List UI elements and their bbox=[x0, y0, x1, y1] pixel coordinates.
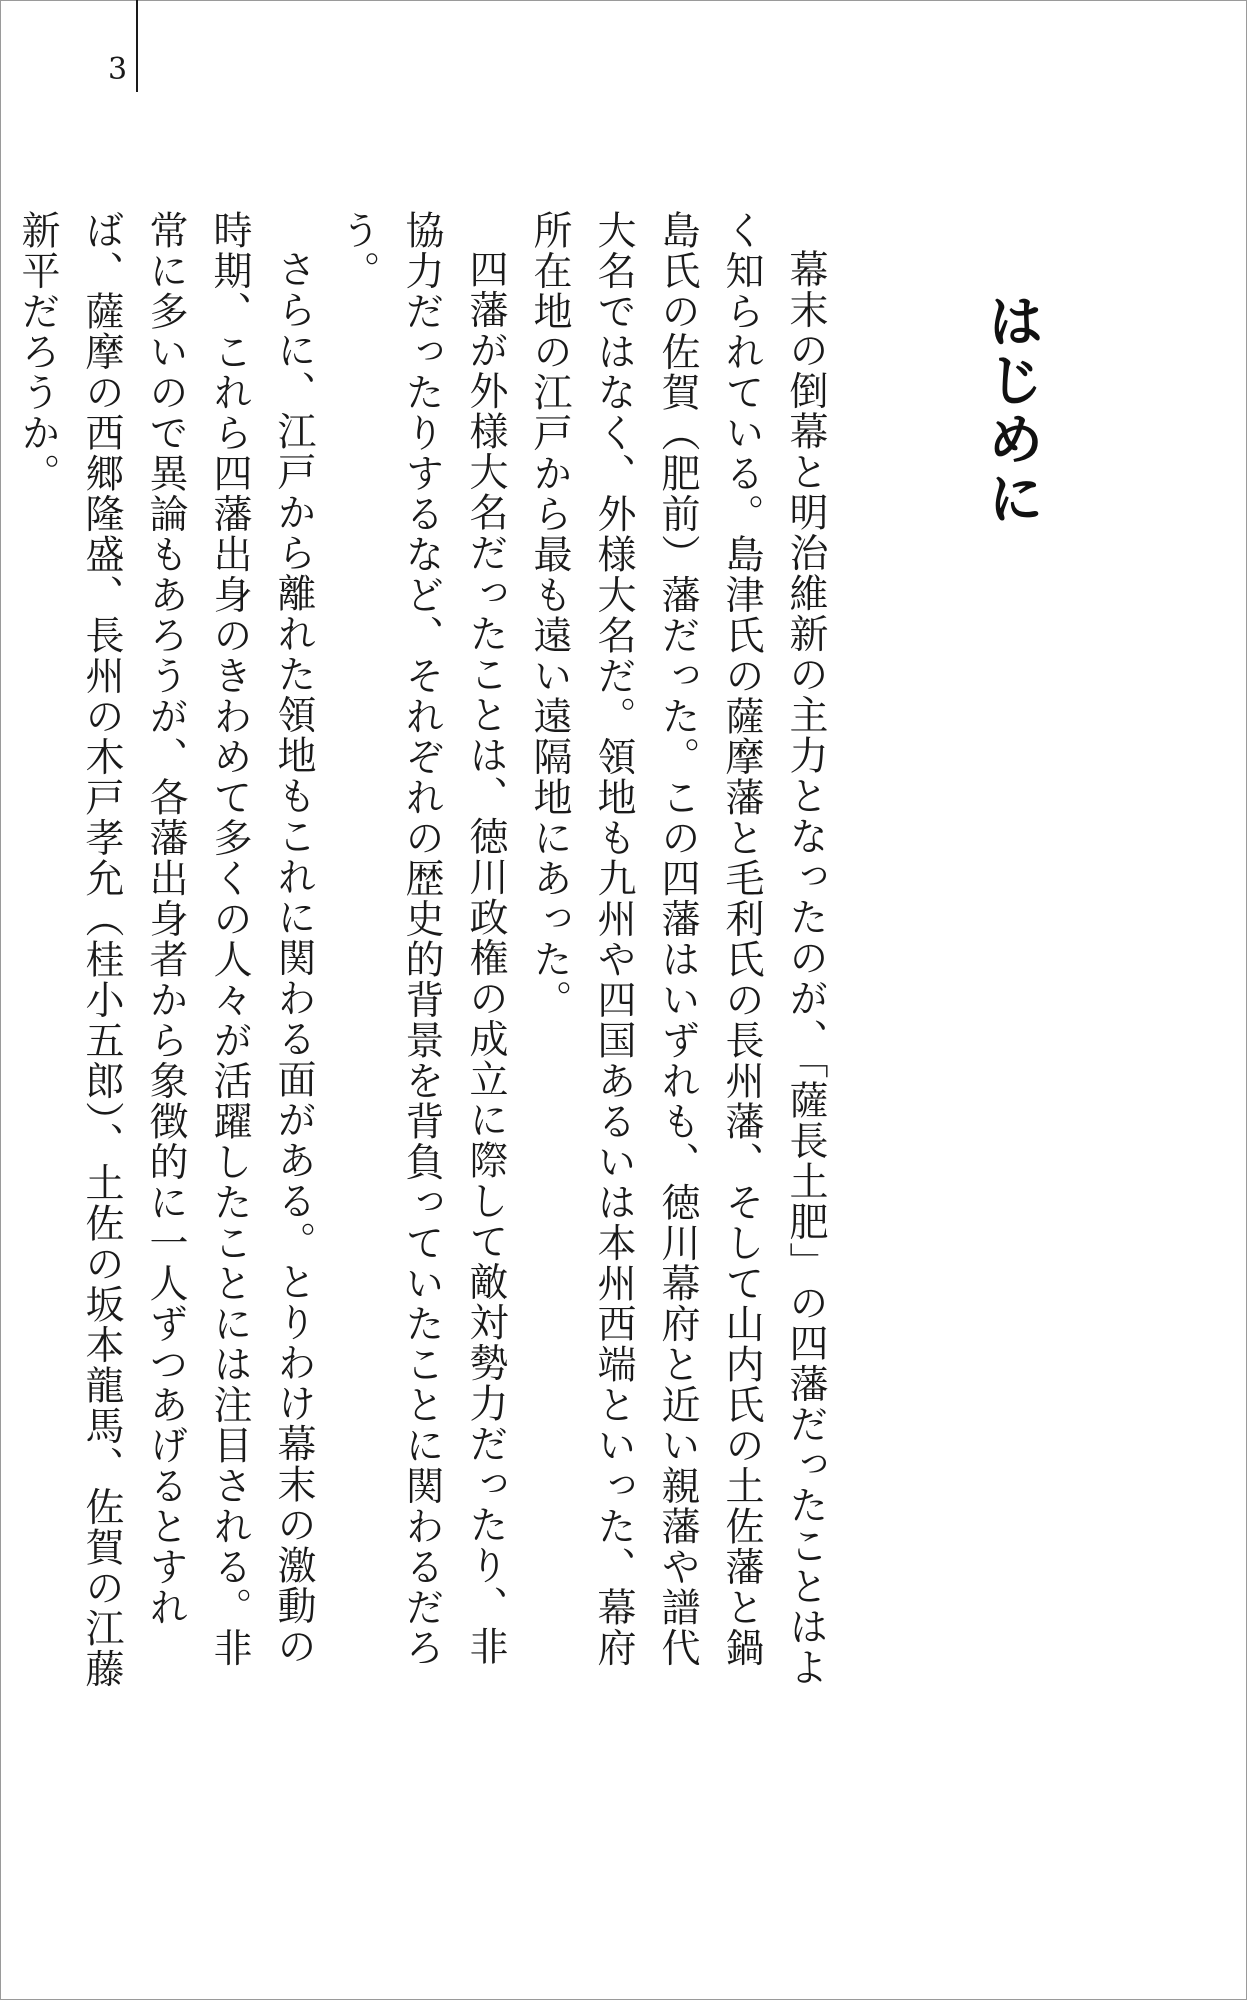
paragraph-2: 四藩が外様大名だったことは、徳川政権の成立に際して敵対勢力だったり、非協力だったりするなど、それぞれの歴史的背景を背負っていたことに関わるだろう。 bbox=[335, 210, 508, 1668]
body-text bbox=[5, 210, 837, 1690]
chapter-title: はじめに bbox=[979, 292, 1045, 528]
page-number-rule bbox=[136, 0, 138, 92]
paragraph-1: 幕末の倒幕と明治維新の主力となったのが、「薩長土肥」の四藩だったことはよく知られている。島津氏の薩摩藩と毛利氏の長州藩、そして山内氏の土佐藩と鍋島氏の佐賀（肥前）藩だった。この四藩はいずれも、徳川幕府と近い親藩や譜代大名ではなく、外様大名だ。領地も九州や四国あるいは本州西端といった、幕府所在地の江戸から最も遠い遠隔地にあった。 bbox=[527, 210, 828, 1688]
paragraph-3: さらに、江戸から離れた領地もこれに関わる面がある。とりわけ幕末の激動の時期、これら四藩出身のきわめて多くの人々が活躍したことには注目される。非常に多いので異論もあろうが、各藩出身者から象徴的に一人ずつあげるとすれば、薩摩の西郷隆盛、長州の木戸孝允（桂小五郎）、土佐の坂本龍馬、佐賀の江藤新平だろうか。 bbox=[15, 210, 316, 1689]
page-number: 3 bbox=[108, 52, 128, 87]
